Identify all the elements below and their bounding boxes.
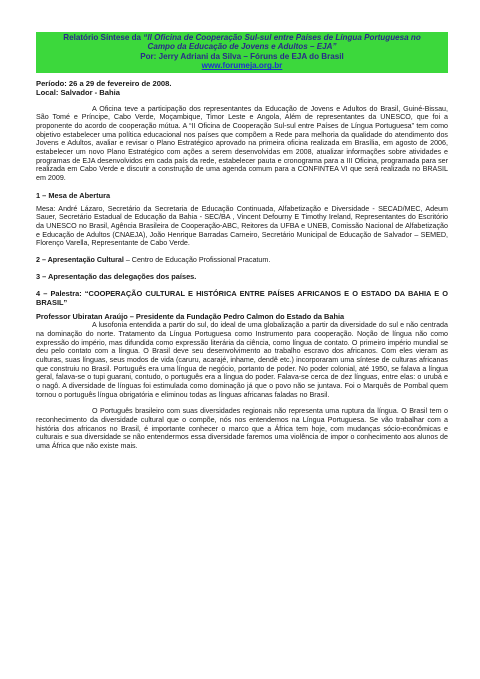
intro-paragraph: A Oficina teve a participação dos representantes da Educação de Jovens e Adultos do Brasil, Guiné-Bissau, São Tomé e Príncipe, Cabo Verde, Moçambique, Timor Leste e Angola, Além de representantes da UNESCO, que foi a proponente do acordo de cooperação mútua. A “II Oficina de Cooperação Sul-sul entre Países de Língua Portuguesa” tem como objetivo estabelecer uma política educacional nos países que compõem a Rede para melhoria da qualidade do atendimento dos Jovens e Adultos, avaliar e revisar o Plano Estratégico aprovado na primeira oficina realizada em Brasília, em agosto de 2006, estabelecer um novo Plano Estratégico com ações a serem desenvolvidas em 2008, atualizar informações sobre atividades e programas de EJA desenvolvidos em cada país da rede, estabelecer pauta e cronograma para a III Oficina, programada para ser realizada em Cabo Verde e discutir a construção de uma agenda comum para a CONFINTEA VI que será realizada no BRASIL em 2009. (36, 104, 448, 182)
section-4-heading: 4 – Palestra: “COOPERAÇÃO CULTURAL E HISTÓRICA ENTRE PAÍSES AFRICANOS E O ESTADO DA BAHIA E O BRASIL” (36, 289, 448, 308)
section-2-text: – Centro de Educação Profissional Pracatum. (123, 255, 271, 264)
report-header-banner (36, 32, 448, 73)
lecture-paragraph-2: O Português brasileiro com suas diversidades regionais não representa uma ruptura da língua. O Brasil tem o reconhecimento da diversidade cultural que o compõe, nós nos entendemos na Língua Portuguesa. Se vão trabalhar com a história dos africanos no Brasil, é importante conhecer o marco que a África tem hoje, com mudanças sócio-econômicas e culturais e sua diversidade se não entendermos essa diversidade faremos uma violência de impor o conhecimento aos alunos de uma África que não existe mais. (36, 407, 448, 450)
event-period: Período: 26 a 29 de fevereiro de 2008. (36, 78, 172, 88)
banner-author: Por: Jerry Adriani da Silva – Fóruns de EJA do Brasil (140, 51, 344, 61)
speaker-name: Professor Ubiratan Araújo – Presidente da Fundação Pedro Calmon do Estado da Bahia (36, 312, 345, 322)
banner-title-prefix: Relatório Síntese da (63, 33, 142, 42)
banner-subtitle: Campo da Educação de Jovens e Adultos – EJA” (147, 42, 337, 52)
event-location: Local: Salvador - Bahia (36, 87, 120, 97)
lecture-paragraph-1: A lusofonia entendida a partir do sul, do ideal de uma globalização a partir da diversidade do sul e não centrada na dominação do norte. Tratamento da Língua Portuguesa como Instrumento para cooperação. Noção de língua não como expressão do império, mas difundida como expressão literária da ciência, como língua de contato. O primeiro império mundial se deu pelo contato com a língua. O Brasil deve seu desenvolvimento ao trabalho escravo dos africanos. Com eles vieram as culturas, suas línguas, seus modos de vida (caruru, acarajé, inhame, dendê etc.) incorporaram uma síntese de culturas africanas que construiu no Brasil. Português era uma língua de negócio, portanto de poder. No poder colonial, até 1950, se falava a língua geral, falava-se o tupi guarani, contudo, o português era a língua do poder. Falava-se cerca de dez línguas, entre elas: o urubá e o nagô. A diversidade de línguas foi estimulada como dominação já que o povo não se juntava. Foi o Marquês de Pombal quem tornou o português língua obrigatória e eliminou todas as línguas africanas faladas no Brasil. (36, 321, 448, 399)
document-page (36, 32, 448, 451)
banner-title-italic: “II Oficina de Cooperação Sul-sul entre Países de Língua Portuguesa no (143, 33, 421, 42)
section-2-heading: 2 – Apresentação Cultural (36, 255, 124, 264)
banner-title-line (40, 33, 444, 42)
section-1-text: Mesa: André Lázaro, Secretário da Secretaria de Educação Continuada, Alfabetização e Diversidade - SECAD/MEC, Adeum Sauer, Secretário Estadual de Educação da Bahia - SEC/BA , Vincent Defourny E Timothy Ireland, Representantes do Escritório da UNESCO no Brasil, Agência Brasileira de Cooperação-ABC, Reitores da UFBA e UNEB, Comissão Nacional de Alfabetização e Educação de Adultos (CNAEJA), João Henrique Barradas Carneiro, Secretário Municipal de Educação de Salvador – SEMED, Florenço Varella, Representante de Cabo Verde. (36, 204, 448, 248)
banner-website-link[interactable]: www.forumeja.org.br (201, 61, 283, 71)
event-meta (36, 79, 448, 97)
section-2 (36, 256, 448, 265)
section-1-heading: 1 – Mesa de Abertura (36, 190, 111, 200)
section-3-heading: 3 – Apresentação das delegações dos países. (36, 272, 197, 282)
